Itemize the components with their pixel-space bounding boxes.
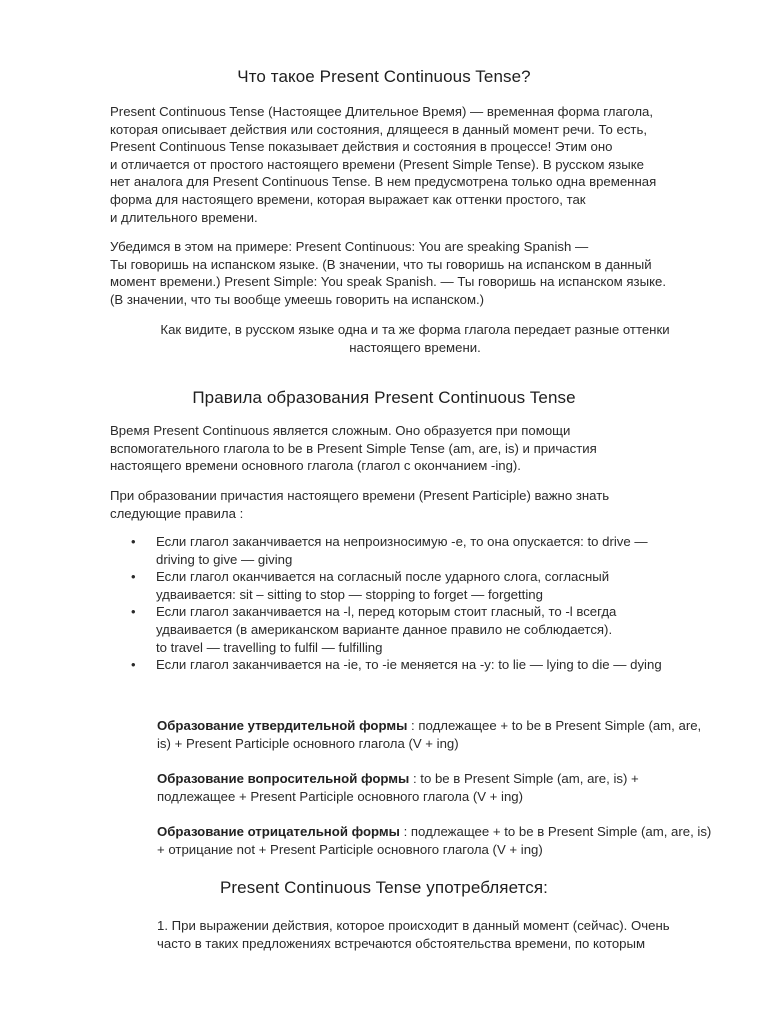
section-title-usage: Present Continuous Tense употребляется: (219, 878, 549, 897)
bullet-icon: • (131, 569, 136, 585)
list-item (110, 603, 710, 656)
affirmative-form-text: : подлежащее + to be в Present Simple (am, are, is) + Present Participle основного глагола (V + ing) (157, 718, 702, 751)
interrogative-form-rule (157, 770, 717, 805)
rule-text: Если глагол заканчивается на непроизносимую -е, то она опускается: to drive — driving to give — giving (156, 534, 648, 567)
formation-paragraph: Время Present Continuous является сложным. Оно образуется при помощи вспомогательного глагола to be в Present Simple Tense (am, are, is) и причастия настоящего времени основного глагола (глагол с окончанием -ing). (110, 423, 597, 474)
negative-form-rule (157, 823, 717, 858)
example-paragraph: Убедимся в этом на примере: Present Continuous: You are speaking Spanish — Ты говоришь на испанском языке. (В значении, что ты говоришь на испанском в данный момент времени.) Present Simple: You speak Spanish. — Ты говоришь на испанском языке. (В значении, что ты вообще умеешь говорить на испанском.) (110, 239, 666, 307)
intro-paragraph: Present Continuous Tense (Настоящее Длительное Время) — временная форма глагола, которая описывает действия или состояния, длящееся в данный момент речи. То есть, Present Continuous Tense показывает действия и состояния в процессе! Этим оно и отличается от простого настоящего времени (Present Simple Tense). В русском языке нет аналога для Present Continuous Tense. В нем предусмотрена только одна временная форма для настоящего времени, которая выражает как оттенки простого, так и длительного времени. (110, 104, 657, 225)
interrogative-form-label: Образование вопросительной формы (157, 771, 410, 786)
rule-text: Если глагол заканчивается на -l, перед которым стоит гласный, то -l всегда удваивается (в американском варианте данное правило не соблюдается). to travel — travelling to fulfil — fulfilling (156, 604, 617, 655)
negative-form-label: Образование отрицательной формы (157, 824, 400, 839)
section-title-formation-rules: Правила образования Present Continuous Tense (192, 388, 576, 407)
negative-form-text: : подлежащее + to be в Present Simple (am, are, is) + отрицание not + Present Participle основного глагола (V + ing) (157, 824, 712, 857)
list-item (110, 656, 710, 674)
bullet-icon: • (131, 657, 136, 673)
participle-rules-intro: При образовании причастия настоящего времени (Present Participle) важно знать следующие правила : (110, 488, 610, 521)
affirmative-form-rule (157, 717, 717, 752)
participle-rules-list (110, 533, 710, 674)
section-title-what-is: Что такое Present Continuous Tense? (237, 67, 531, 86)
bullet-icon: • (131, 534, 136, 549)
rule-text: Если глагол оканчивается на согласный после ударного слога, согласный удваивается: sit – sitting to stop — stopping to forget — forgetting (156, 569, 610, 602)
interrogative-form-text: : to be в Present Simple (am, are, is) + подлежащее + Present Participle основного глагола (V + ing) (157, 771, 639, 804)
bullet-icon: • (131, 604, 136, 620)
affirmative-form-label: Образование утвердительной формы (157, 718, 408, 733)
rule-text: Если глагол заканчивается на -ie, то -ie меняется на -y: to lie — lying to die — dying (156, 657, 662, 673)
list-item (110, 568, 710, 603)
list-item (110, 533, 710, 568)
usage-item-1: 1. При выражении действия, которое происходит в данный момент (сейчас). Очень часто в таких предложениях встречаются обстоятельства времени, по которым (157, 918, 670, 951)
centered-note: Как видите, в русском языке одна и та же форма глагола передает разные оттенки настоящего времени. (160, 322, 670, 355)
